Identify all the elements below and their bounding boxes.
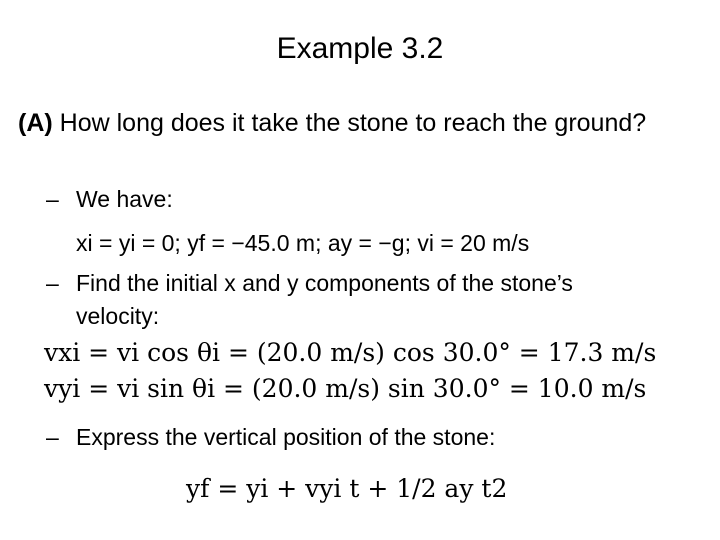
equation-vyi: vyi = vi sin θi = (20.0 m/s) sin 30.0° = 10.0 m/s bbox=[44, 374, 647, 403]
bullet-dash: – bbox=[46, 270, 59, 296]
bullet-we-have: We have: bbox=[76, 186, 173, 212]
slide-title: Example 3.2 bbox=[276, 32, 444, 65]
bullet-vertical-position: Express the vertical position of the stone: bbox=[76, 424, 496, 450]
bullet-find-components: Find the initial x and y components of the stone’s bbox=[76, 270, 573, 296]
known-values-text: xi = yi = 0; yf = −45.0 m; ay = −g; vi = 20 m/s bbox=[76, 230, 530, 256]
known-values bbox=[76, 230, 529, 257]
equation-yf: yf = yi + vyi t + 1/2 ay t2 bbox=[186, 474, 508, 503]
question bbox=[18, 106, 708, 140]
question-text: How long does it take the stone to reach the ground? bbox=[59, 109, 647, 137]
bullet-dash: – bbox=[46, 186, 59, 212]
bullet-find-components-cont: velocity: bbox=[76, 303, 160, 329]
bullet-dash: – bbox=[46, 424, 59, 450]
equation-vxi: vxi = vi cos θi = (20.0 m/s) cos 30.0° = 17.3 m/s bbox=[44, 338, 657, 367]
question-label: (A) bbox=[18, 109, 53, 137]
